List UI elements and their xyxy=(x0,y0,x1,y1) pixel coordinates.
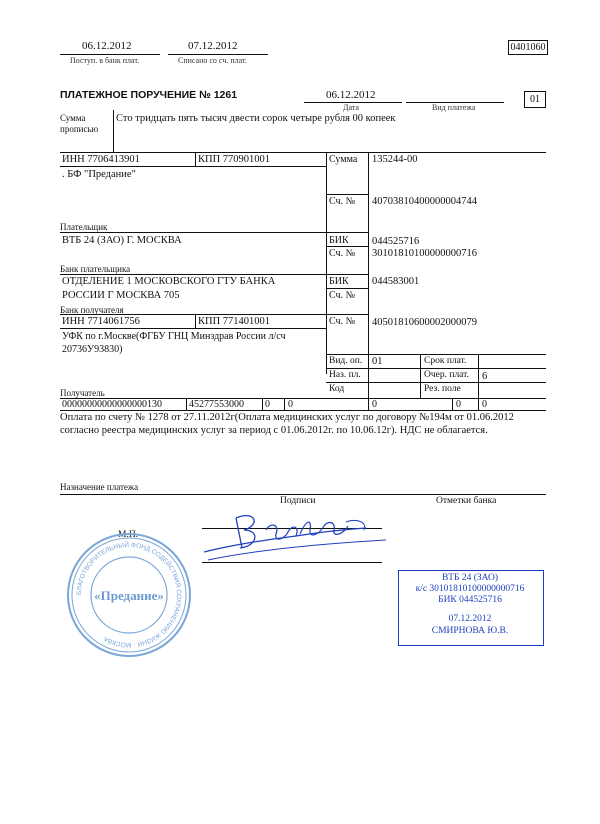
payer-bank-label: Банк плательщика xyxy=(60,264,131,274)
tax-field-3: 0 xyxy=(372,399,377,410)
form-code: 0401060 xyxy=(508,40,548,55)
vid-op-value: 01 xyxy=(372,356,383,367)
tax-field-4: 0 xyxy=(456,399,461,410)
order-date-caption: Дата xyxy=(343,103,359,112)
payee-account-label: Сч. № xyxy=(329,316,356,327)
tax-okato: 45277553000 xyxy=(189,399,244,410)
payee-label: Получатель xyxy=(60,388,105,398)
payee-bank-bik-value: 044583001 xyxy=(372,276,420,287)
payment-type-caption: Вид платежа xyxy=(432,103,476,112)
sum-value: 135244-00 xyxy=(372,154,418,165)
vid-op-label: Вид. оп. xyxy=(329,356,363,366)
payer-account-value: 40703810400000004744 xyxy=(372,196,477,207)
bank-stamp-line-5: СМИРНОВА Ю.В. xyxy=(431,626,509,636)
rez-label: Рез. поле xyxy=(424,384,461,394)
payer-label: Плательщик xyxy=(60,222,108,232)
naz-pl-label: Наз. пл. xyxy=(329,370,361,380)
tax-field-2: 0 xyxy=(288,399,293,410)
svg-text:БЛАГОТВОРИТЕЛЬНЫЙ ФОНД СОДЕЙСТ: БЛАГОТВОРИТЕЛЬНЫЙ ФОНД СОДЕЙСТВИЯ СОХРАНЕНИЮ ЖИЗНИ · МОСКВА xyxy=(75,541,183,649)
payer-name: . БФ "Предание" xyxy=(62,169,136,180)
order-date: 06.12.2012 xyxy=(326,89,376,101)
payee-inn: ИНН 7714061756 xyxy=(62,316,140,327)
bank-stamp-line-1: ВТБ 24 (ЗАО) xyxy=(441,573,499,583)
payer-account-label: Сч. № xyxy=(329,196,356,207)
status-code: 01 xyxy=(524,91,546,108)
signatures-label: Подписи xyxy=(280,496,316,506)
purpose-line-1: Оплата по счету № 1278 от 27.11.2012г(Оплата медицинских услуг по договору №194м от 01.06.2012 xyxy=(60,412,514,423)
payer-bank-bik-label: БИК xyxy=(329,235,349,246)
kod-label: Код xyxy=(329,384,345,394)
amount-words-label: Сумма прописью xyxy=(60,113,99,134)
ocher-label: Очер. плат. xyxy=(424,370,469,380)
payee-name-1: УФК по г.Москве(ФГБУ ГНЦ Минздрав России л/сч xyxy=(62,331,286,342)
payee-bank-bik-label: БИК xyxy=(329,276,349,287)
amount-words-value: Сто тридцать пять тысяч двести сорок четыре рубля 00 копеек xyxy=(116,113,396,124)
payee-bank-name-1: ОТДЕЛЕНИЕ 1 МОСКОВСКОГО ГТУ БАНКА xyxy=(62,276,276,287)
date-debited-caption: Списано со сч. плат. xyxy=(178,56,247,65)
payer-bank-corr-value: 30101810100000000716 xyxy=(372,248,477,259)
payee-kpp: КПП 771401001 xyxy=(198,316,271,327)
ocher-value: 6 xyxy=(482,371,488,382)
tax-field-5: 0 xyxy=(482,399,487,410)
bank-stamp-line-4: 07.12.2012 xyxy=(448,614,492,624)
bank-stamp-line-3: БИК 044525716 xyxy=(438,595,502,605)
date-received: 06.12.2012 xyxy=(82,40,132,52)
seal-center-text: «Предание» xyxy=(94,588,164,603)
payer-bank-bik-value: 044525716 xyxy=(372,236,420,247)
payee-bank-corr-label: Сч. № xyxy=(329,290,356,301)
organization-seal xyxy=(64,530,194,660)
bank-marks-label: Отметки банка xyxy=(436,496,497,506)
tax-kbk: 00000000000000000130 xyxy=(62,399,162,410)
payer-bank-corr-label: Сч. № xyxy=(329,248,356,259)
payer-bank-name: ВТБ 24 (ЗАО) Г. МОСКВА xyxy=(62,235,182,246)
bank-stamp-line-2: к/с 30101810100000000716 xyxy=(415,584,525,594)
date-debited: 07.12.2012 xyxy=(188,40,238,52)
payee-bank-name-2: РОССИИ Г МОСКВА 705 xyxy=(62,290,180,301)
payee-bank-label: Банк получателя xyxy=(60,305,124,315)
page-title: ПЛАТЕЖНОЕ ПОРУЧЕНИЕ № 1261 xyxy=(60,89,238,101)
srok-label: Срок плат. xyxy=(424,356,467,366)
tax-field-1: 0 xyxy=(265,399,270,410)
purpose-line-2: согласно реестра медицинских услуг за период с 01.06.2012г. по 10.06.12г). НДС не облагается. xyxy=(60,425,488,436)
payer-inn: ИНН 7706413901 xyxy=(62,154,140,165)
purpose-label: Назначение платежа xyxy=(60,482,139,492)
date-received-caption: Поступ. в банк плат. xyxy=(70,56,140,65)
payee-account-value: 40501810600002000079 xyxy=(372,317,477,328)
payer-kpp: КПП 770901001 xyxy=(198,154,271,165)
sum-label: Сумма xyxy=(329,154,358,165)
signature-image xyxy=(196,500,396,572)
payee-name-2: 20736У93830) xyxy=(62,344,123,355)
mp-label: М.П. xyxy=(118,530,139,540)
